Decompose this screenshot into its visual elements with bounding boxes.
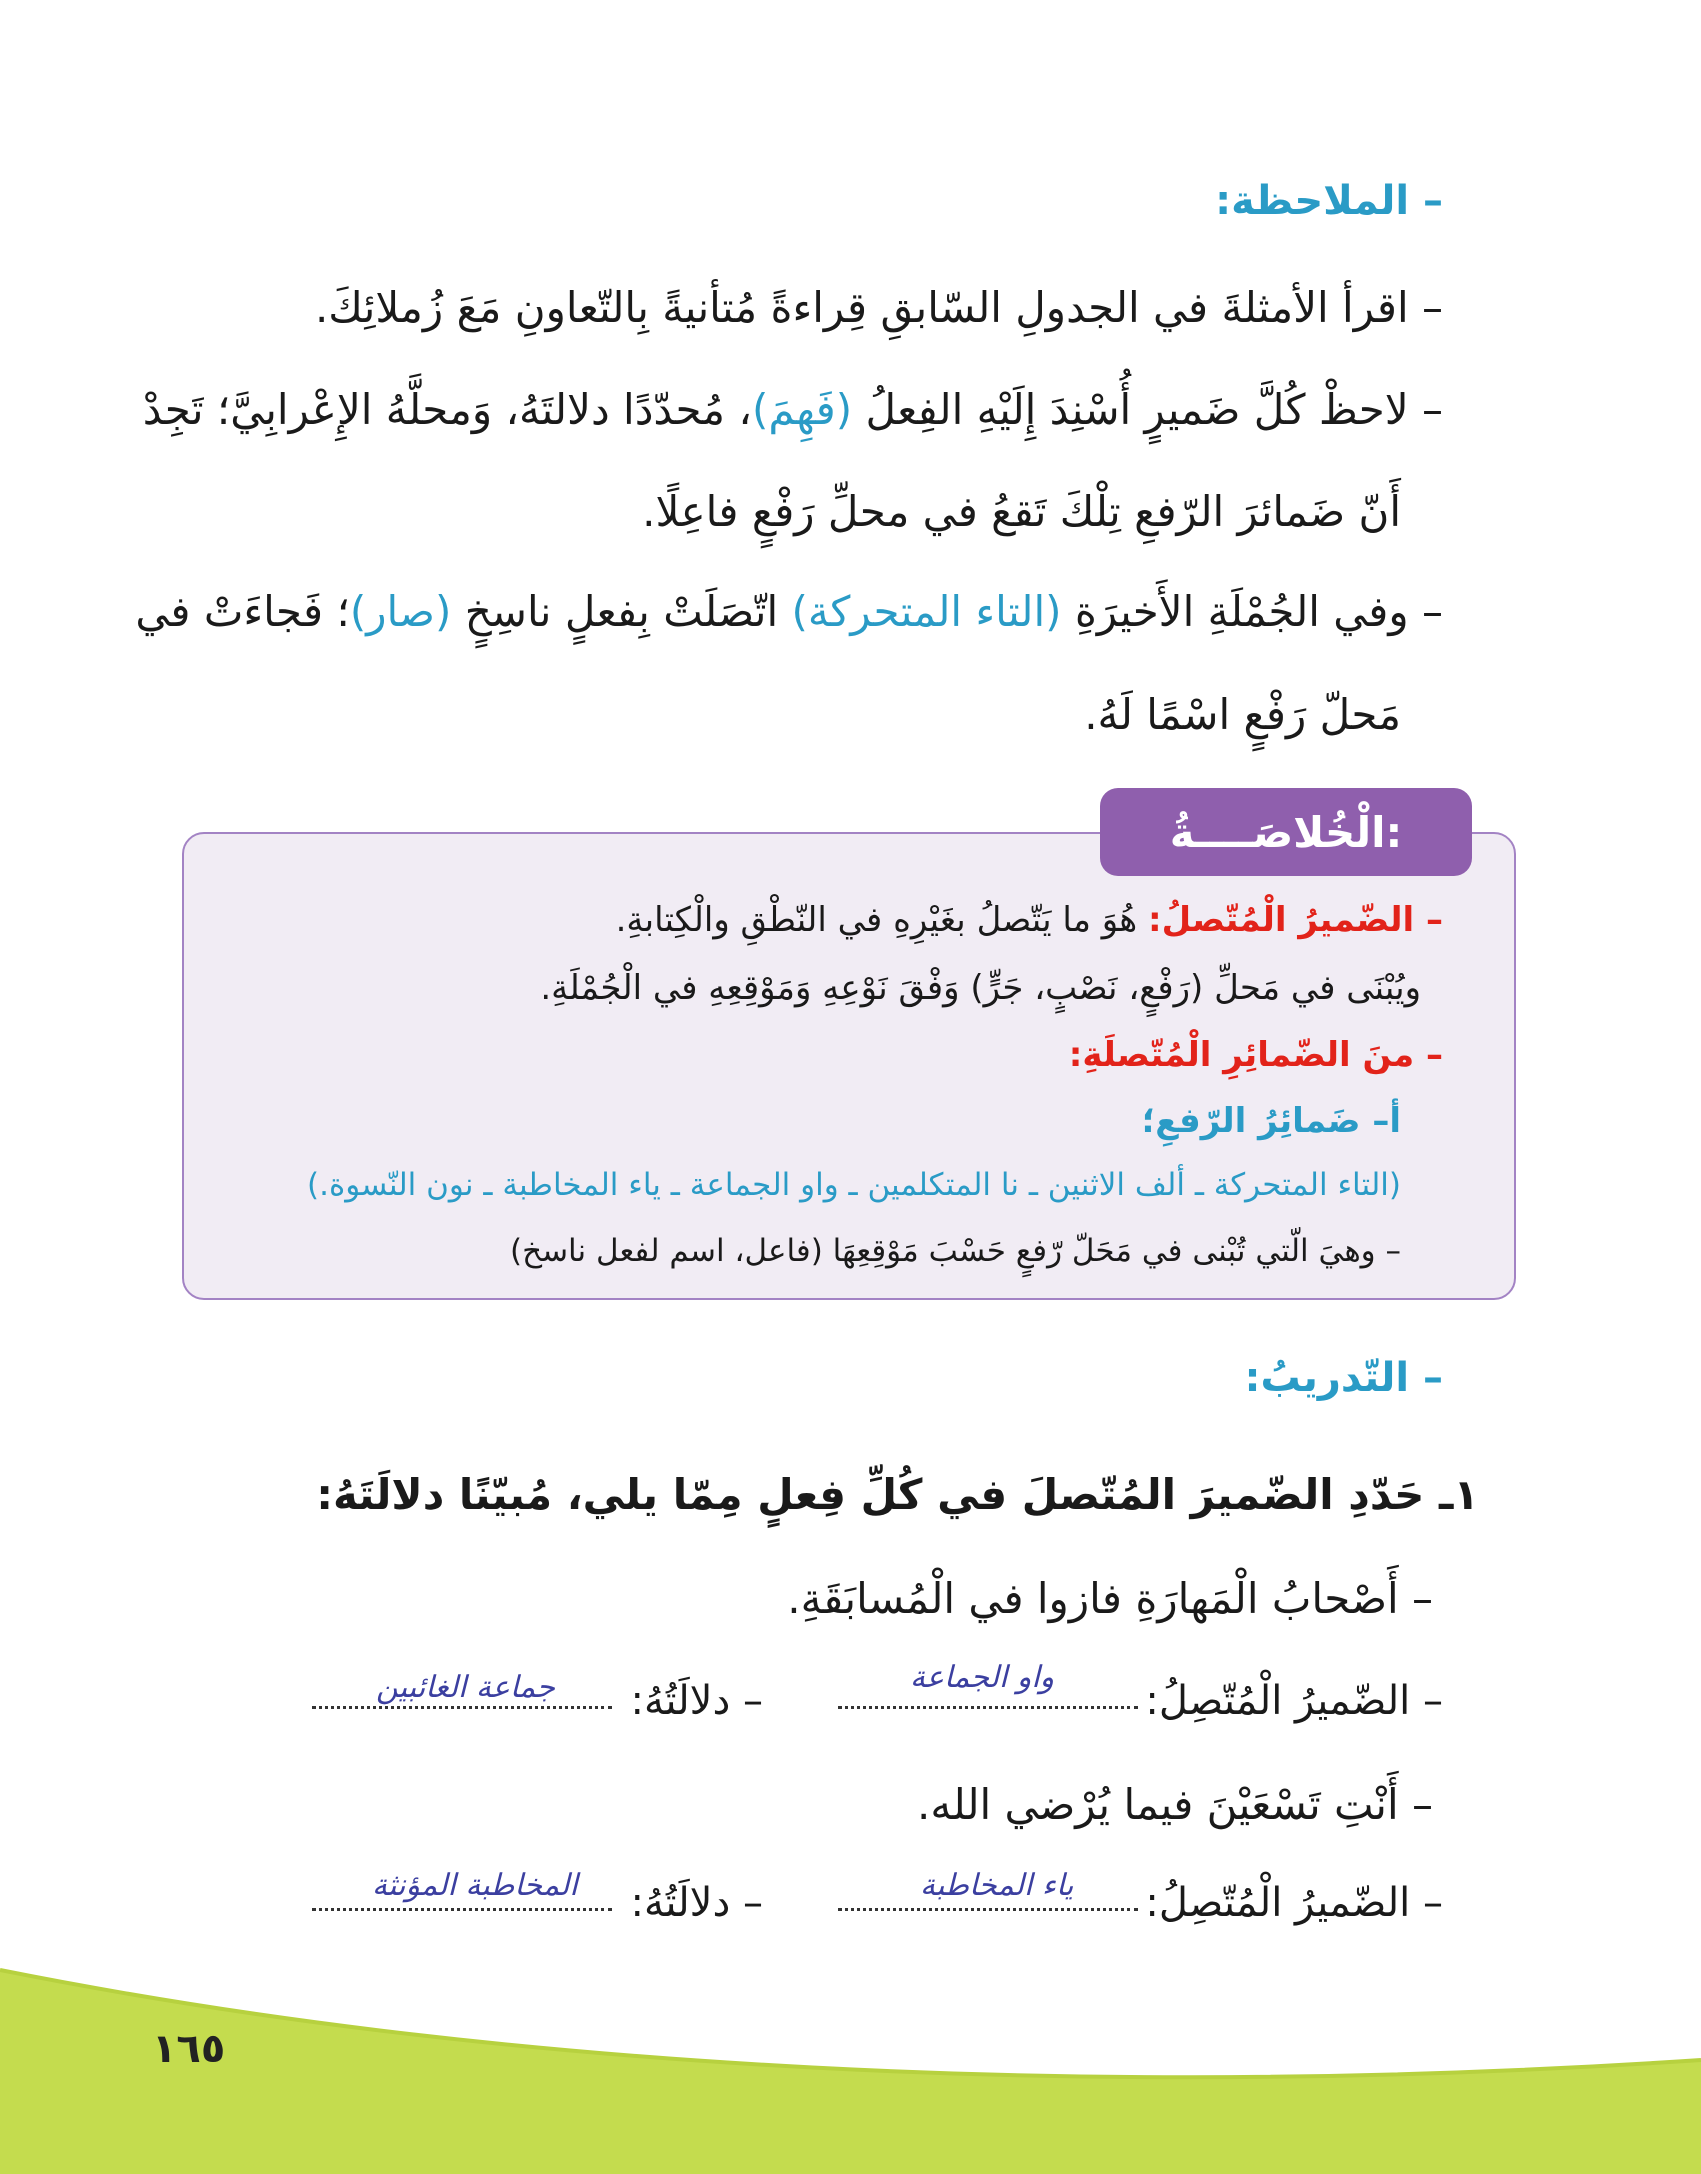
observation-heading: – الملاحظة:	[1215, 178, 1443, 224]
summary-raf-label: أ– ضَمائِرُ الرّفعِ؛	[1141, 1101, 1401, 1141]
verb-saara: (صار)	[349, 587, 452, 636]
answer-row-2-pronoun-line[interactable]	[838, 1902, 1138, 1911]
summary-pronouns-label: – منَ الضّمائِرِ الْمُتّصلَةِ:	[1068, 1035, 1443, 1075]
answer-row-1-pronoun-value: واو الجماعة	[910, 1660, 1055, 1695]
summary-definition-line-2: ويُبْنَى في مَحلِّ (رَفْعٍ، نَصْبٍ، جَرٍّ) وَفْقَ نَوْعِهِ وَمَوْقِعِهِ في الْجُمْلَةِ.	[540, 968, 1421, 1008]
answer-row-2-meaning-label: – دلالَتُهُ:	[630, 1880, 763, 1926]
observation-line-5: مَحلّ رَفْعٍ اسْمًا لَهُ.	[1084, 690, 1401, 739]
answer-row-1-meaning-value: جماعة الغائبين	[376, 1670, 555, 1705]
observation-line-3: أَنّ ضَمائرَ الرّفعِ تِلْكَ تَقعُ في محلِّ رَفْعٍ فاعِلًا.	[642, 487, 1401, 536]
observation-line-2	[143, 385, 1443, 434]
term-moving-taa: (التاء المتحركة)	[791, 587, 1062, 636]
observation-line-2-end: ، مُحدّدًا دلالتَهُ، وَمحلَّهُ الإِعْرابِيَّ؛ تَجِدْ	[142, 385, 752, 434]
summary-raf-list: (التاء المتحركة ـ ألف الاثنين ـ نا المتكلمين ـ واو الجماعة ـ ياء المخاطبة ـ نون النّسوة.)	[307, 1167, 1401, 1203]
observation-line-4-end: ؛ فَجاءَتْ في	[135, 587, 350, 636]
observation-line-4	[135, 587, 1443, 636]
answer-row-2-pronoun-value: ياء المخاطبة	[920, 1868, 1074, 1903]
observation-line-4-start: – وفي الجُمْلَةِ الأَخيرَةِ	[1061, 587, 1443, 636]
verb-fahima: (فَهِمَ)	[751, 385, 853, 434]
summary-raf-note: – وهيَ الّتي تُبْنى في مَحَلّ رّفعٍ حَسْبَ مَوْقِعِهَا (فاعل، اسم لفعل ناسخ)	[509, 1233, 1401, 1269]
summary-definition	[616, 900, 1443, 940]
observation-line-2-start: – لاحظْ كُلَّ ضَميرٍ أُسْنِدَ إِلَيْهِ الفِعلُ	[852, 385, 1443, 434]
answer-row-1-pronoun-label: – الضّميرُ الْمُتّصِلُ:	[1145, 1678, 1443, 1724]
answer-row-1-pronoun-line[interactable]	[838, 1700, 1138, 1709]
sentence-1: – أَصْحابُ الْمَهارَةِ فازوا في الْمُسابَقَةِ.	[787, 1574, 1433, 1623]
training-heading: – التّدريبُ:	[1244, 1355, 1443, 1401]
answer-row-1-meaning-label: – دلالَتُهُ:	[630, 1678, 763, 1724]
question-1: ١ـ حَدّدِ الضّميرَ المُتّصلَ في كُلِّ فِعلٍ مِمّا يلي، مُبيّنًا دلالَتَهُ:	[316, 1470, 1479, 1519]
attached-pronoun-definition: هُوَ ما يَتّصلُ بغَيْرِهِ في النّطْقِ والْكِتابةِ.	[615, 900, 1149, 940]
answer-row-2-meaning-value: المخاطبة المؤنثة	[372, 1868, 578, 1903]
attached-pronoun-label: – الضّميرُ الْمُتّصلُ:	[1148, 900, 1443, 940]
observation-line-4-mid: اتّصَلَتْ بِفعلٍ ناسِخٍ	[451, 587, 792, 636]
answer-row-2-meaning-line[interactable]	[312, 1902, 612, 1911]
sentence-2: – أَنْتِ تَسْعَيْنَ فيما يُرْضي الله.	[916, 1780, 1433, 1829]
answer-row-2-pronoun-label: – الضّميرُ الْمُتّصِلُ:	[1145, 1880, 1443, 1926]
observation-line-1: – اقرأ الأمثلةَ في الجدولِ السّابقِ قِراءةً مُتأنيةً بِالتّعاونِ مَعَ زُملائِكَ.	[314, 283, 1443, 332]
summary-title: الْخُلاصَــــةُ:	[1100, 788, 1472, 876]
page-number: ١٦٥	[152, 2026, 226, 2072]
footer-swoosh	[0, 1960, 1701, 2174]
